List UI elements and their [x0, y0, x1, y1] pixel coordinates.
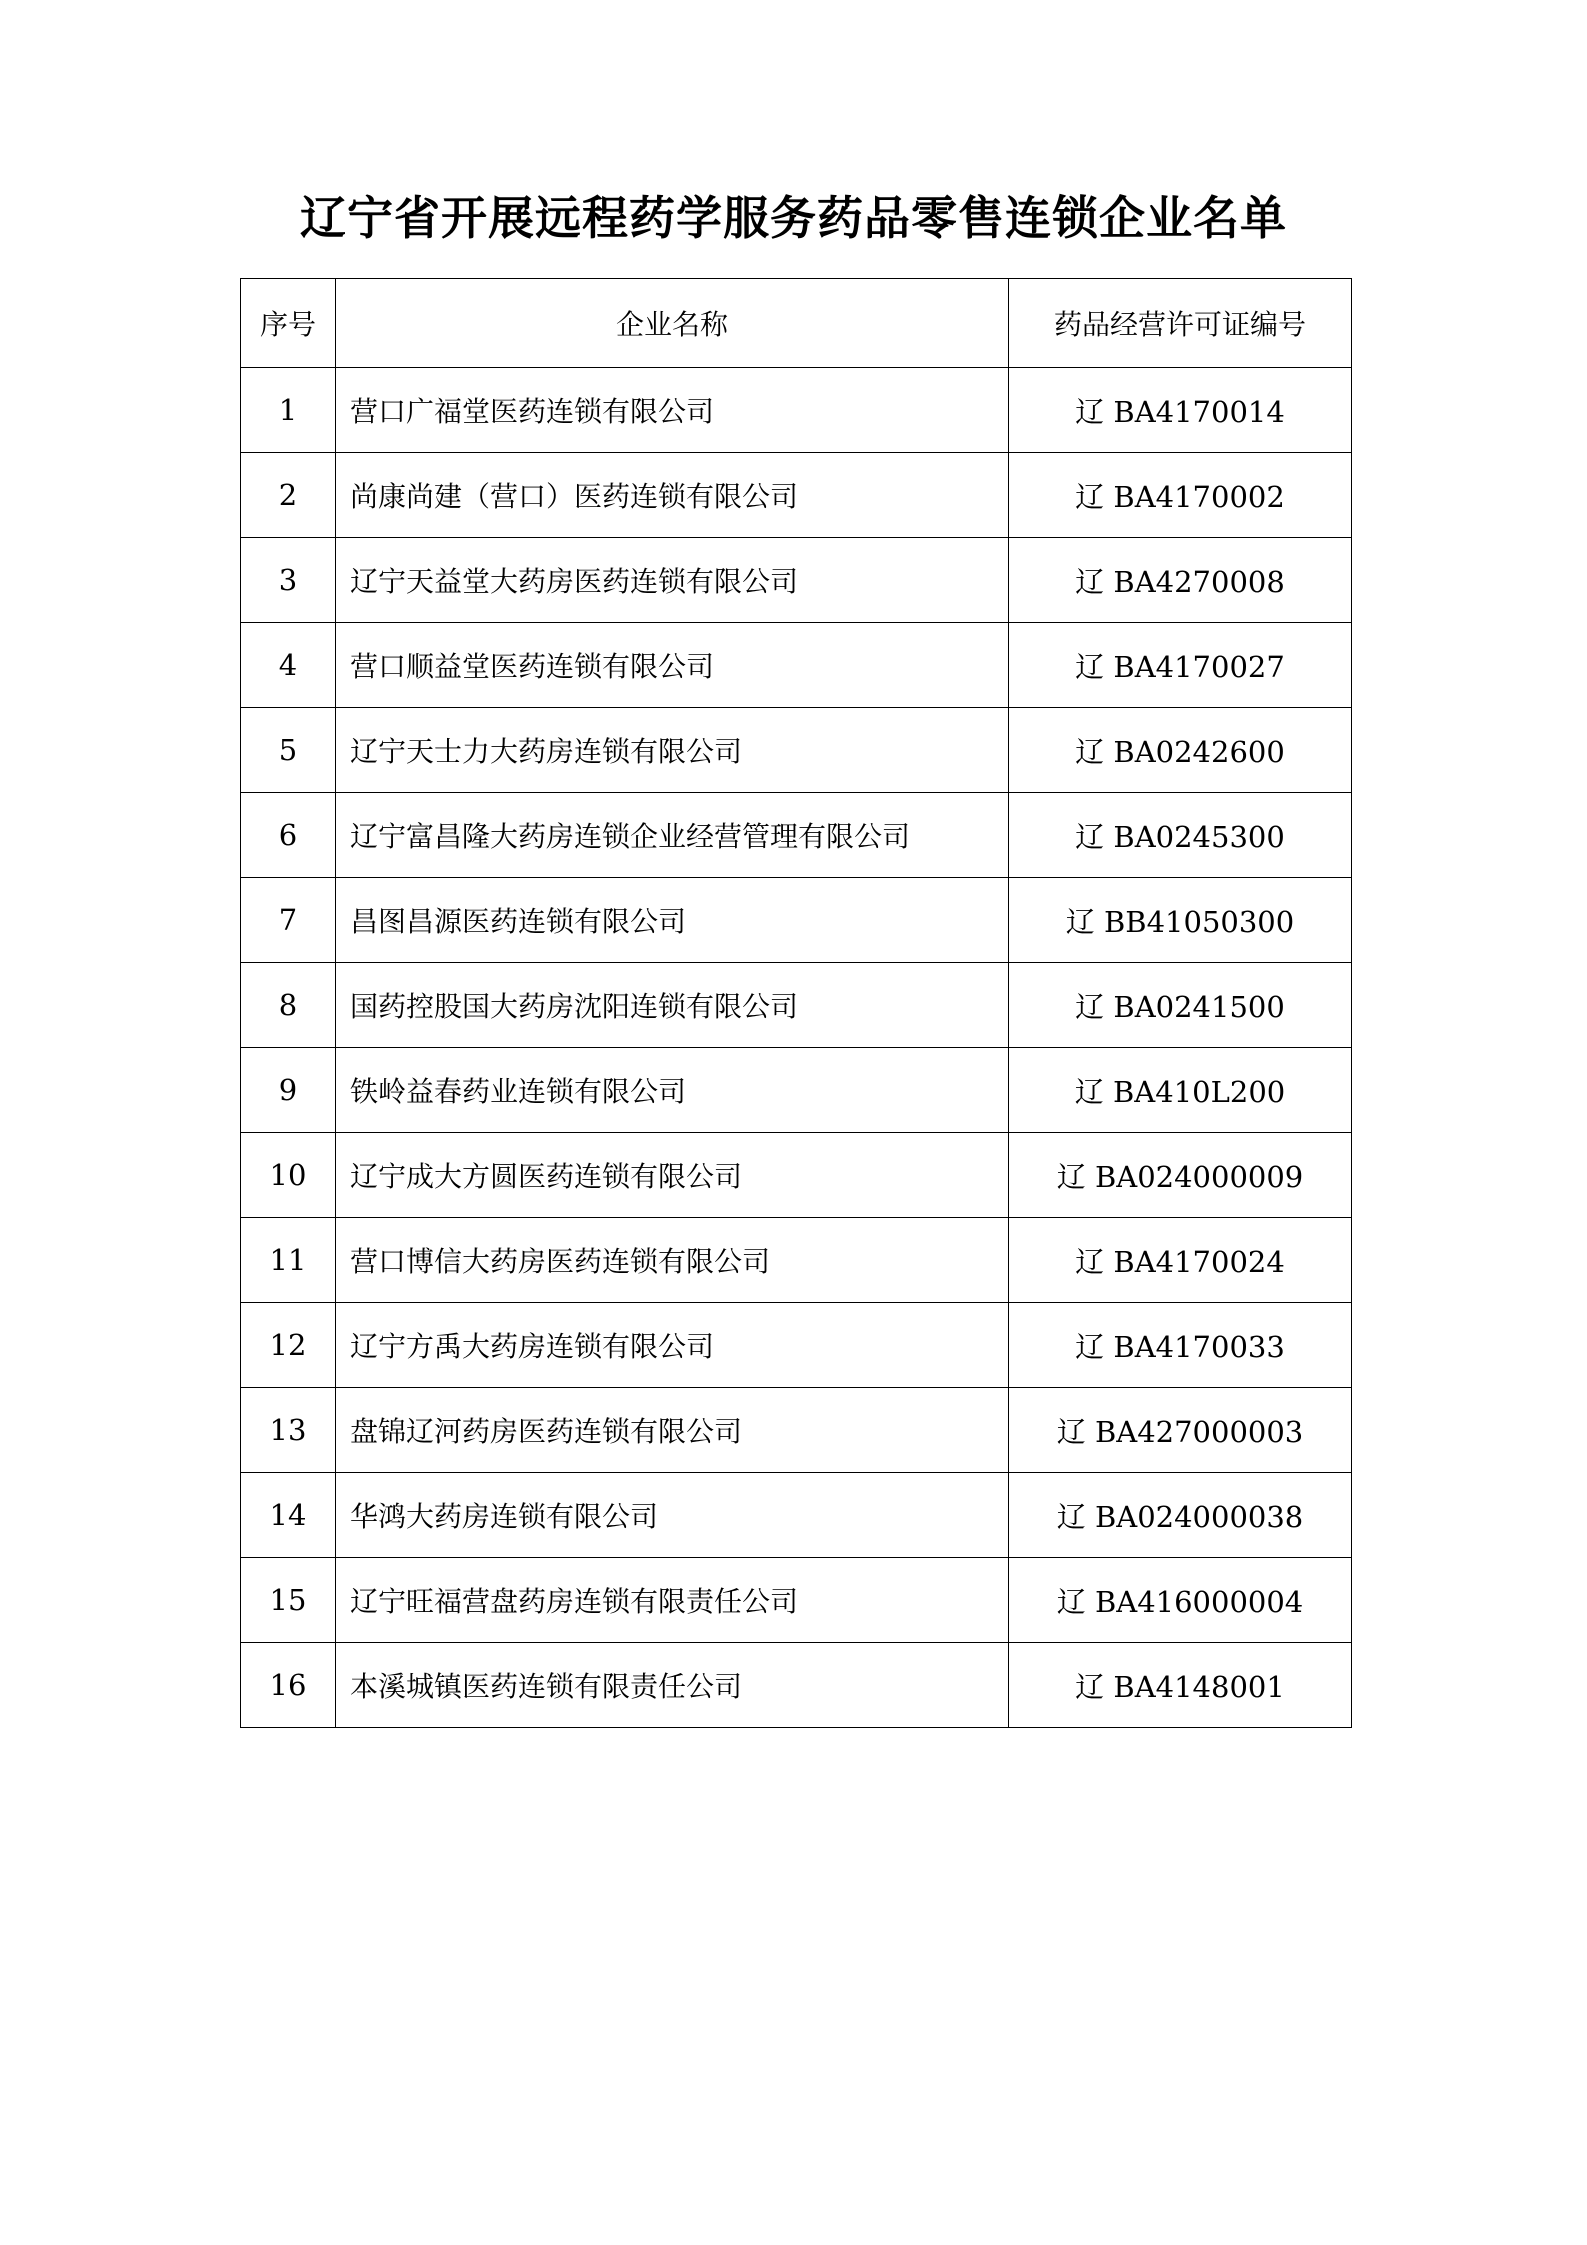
row-number: 13 — [241, 1388, 336, 1473]
enterprise-name: 辽宁成大方圆医药连锁有限公司 — [336, 1133, 1009, 1218]
row-number: 7 — [241, 878, 336, 963]
enterprise-name: 铁岭益春药业连锁有限公司 — [336, 1048, 1009, 1133]
table-row — [241, 963, 1352, 1048]
table-row — [241, 368, 1352, 453]
table-row — [241, 708, 1352, 793]
row-number: 9 — [241, 1048, 336, 1133]
enterprise-name: 昌图昌源医药连锁有限公司 — [336, 878, 1009, 963]
enterprise-name: 辽宁天士力大药房连锁有限公司 — [336, 708, 1009, 793]
license-number: 辽 BB41050300 — [1009, 878, 1352, 963]
license-number: 辽 BA4170027 — [1009, 623, 1352, 708]
license-number: 辽 BA427000003 — [1009, 1388, 1352, 1473]
table-row — [241, 1388, 1352, 1473]
enterprise-name: 营口顺益堂医药连锁有限公司 — [336, 623, 1009, 708]
row-number: 16 — [241, 1643, 336, 1728]
enterprise-name: 辽宁富昌隆大药房连锁企业经营管理有限公司 — [336, 793, 1009, 878]
row-number: 2 — [241, 453, 336, 538]
enterprise-name: 辽宁旺福营盘药房连锁有限责任公司 — [336, 1558, 1009, 1643]
license-number: 辽 BA410L200 — [1009, 1048, 1352, 1133]
license-number: 辽 BA0242600 — [1009, 708, 1352, 793]
table-row — [241, 623, 1352, 708]
table-row — [241, 1473, 1352, 1558]
row-number: 11 — [241, 1218, 336, 1303]
header-row — [241, 279, 1352, 368]
table-row — [241, 793, 1352, 878]
license-number: 辽 BA4170002 — [1009, 453, 1352, 538]
enterprise-name: 本溪城镇医药连锁有限责任公司 — [336, 1643, 1009, 1728]
license-number: 辽 BA0241500 — [1009, 963, 1352, 1048]
license-number: 辽 BA4170033 — [1009, 1303, 1352, 1388]
row-number: 6 — [241, 793, 336, 878]
header-no: 序号 — [241, 279, 336, 368]
table-row — [241, 1643, 1352, 1728]
page-title: 辽宁省开展远程药学服务药品零售连锁企业名单 — [300, 191, 1287, 245]
row-number: 4 — [241, 623, 336, 708]
license-number: 辽 BA4170024 — [1009, 1218, 1352, 1303]
table-row — [241, 1218, 1352, 1303]
license-number: 辽 BA024000038 — [1009, 1473, 1352, 1558]
license-number: 辽 BA4148001 — [1009, 1643, 1352, 1728]
table-row — [241, 1133, 1352, 1218]
table-row — [241, 878, 1352, 963]
header-license: 药品经营许可证编号 — [1009, 279, 1352, 368]
row-number: 15 — [241, 1558, 336, 1643]
table-row — [241, 453, 1352, 538]
table-row — [241, 1048, 1352, 1133]
header-name: 企业名称 — [336, 279, 1009, 368]
enterprise-name: 辽宁方禹大药房连锁有限公司 — [336, 1303, 1009, 1388]
row-number: 5 — [241, 708, 336, 793]
table-body — [241, 368, 1352, 1728]
license-number: 辽 BA4270008 — [1009, 538, 1352, 623]
table-row — [241, 1558, 1352, 1643]
row-number: 10 — [241, 1133, 336, 1218]
table-row — [241, 538, 1352, 623]
table-row — [241, 1303, 1352, 1388]
enterprise-name: 营口广福堂医药连锁有限公司 — [336, 368, 1009, 453]
license-number: 辽 BA416000004 — [1009, 1558, 1352, 1643]
row-number: 3 — [241, 538, 336, 623]
row-number: 14 — [241, 1473, 336, 1558]
row-number: 1 — [241, 368, 336, 453]
enterprise-name: 营口博信大药房医药连锁有限公司 — [336, 1218, 1009, 1303]
table-header — [241, 279, 1352, 368]
enterprise-list-table — [240, 278, 1352, 1728]
license-number: 辽 BA4170014 — [1009, 368, 1352, 453]
row-number: 8 — [241, 963, 336, 1048]
license-number: 辽 BA024000009 — [1009, 1133, 1352, 1218]
enterprise-name: 国药控股国大药房沈阳连锁有限公司 — [336, 963, 1009, 1048]
row-number: 12 — [241, 1303, 336, 1388]
enterprise-name: 辽宁天益堂大药房医药连锁有限公司 — [336, 538, 1009, 623]
license-number: 辽 BA0245300 — [1009, 793, 1352, 878]
enterprise-name: 尚康尚建（营口）医药连锁有限公司 — [336, 453, 1009, 538]
enterprise-name: 华鸿大药房连锁有限公司 — [336, 1473, 1009, 1558]
enterprise-name: 盘锦辽河药房医药连锁有限公司 — [336, 1388, 1009, 1473]
